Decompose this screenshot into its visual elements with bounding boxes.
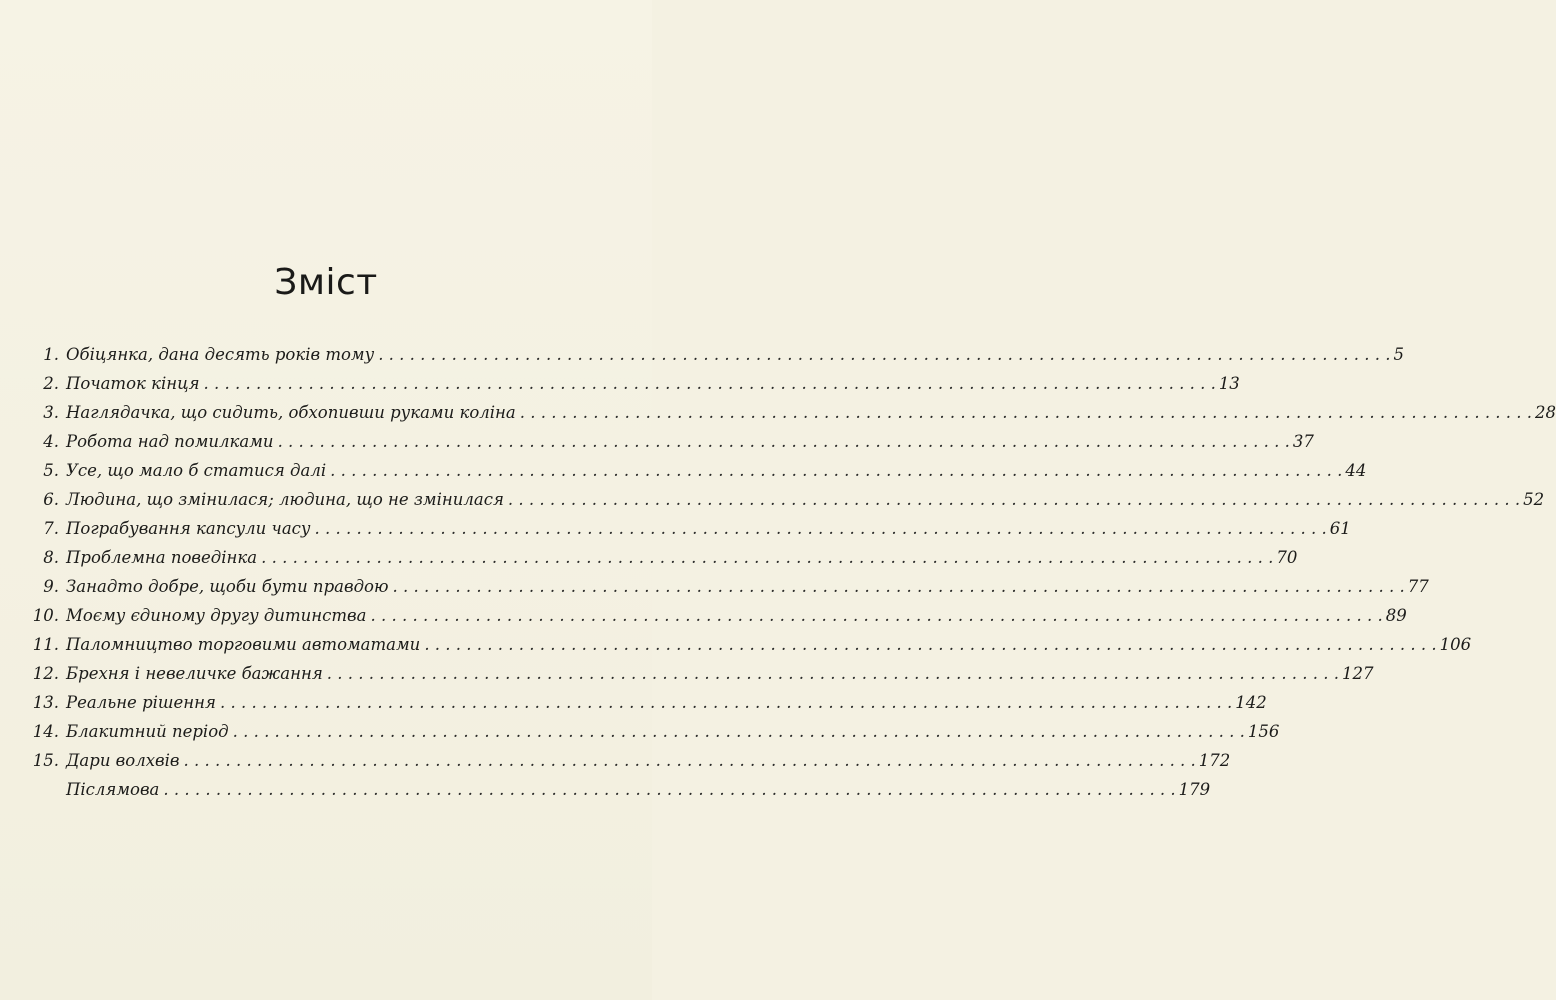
toc-entry-title: Робота над помилками xyxy=(66,432,274,451)
toc-entry xyxy=(28,543,1298,572)
toc-entry-title: Брехня і невеличке бажання xyxy=(66,664,323,683)
toc-entry xyxy=(28,427,1314,456)
toc-entry-title: Моєму єдиному другу дитинства xyxy=(66,606,367,625)
dot-leader xyxy=(508,485,1520,514)
toc-entry xyxy=(28,398,1556,427)
toc-entry xyxy=(28,630,1472,659)
toc-entry-number: 14. xyxy=(32,722,59,741)
toc-entry-page: 172 xyxy=(1198,751,1231,770)
toc-entry-number: 12. xyxy=(32,664,59,683)
toc-entry-title: Усе, що мало б статися далі xyxy=(66,461,327,480)
toc-entry xyxy=(28,746,1231,775)
toc-entry xyxy=(28,717,1280,746)
toc-entry-page: 179 xyxy=(1178,780,1211,799)
toc-entry-title: Початок кінця xyxy=(66,374,200,393)
toc-entry-title: Дари волхвів xyxy=(66,751,180,770)
toc-entry-page: 28 xyxy=(1535,403,1556,422)
page-title: Зміст xyxy=(274,262,378,303)
toc-entry-number: 2. xyxy=(43,374,59,393)
toc-entry-title: Занадто добре, щоби бути правдою xyxy=(66,577,389,596)
toc-entry-number: 7. xyxy=(43,519,59,538)
dot-leader xyxy=(314,514,1326,543)
toc-entry xyxy=(28,659,1374,688)
toc-entry-page: 44 xyxy=(1345,461,1367,480)
toc-entry-title: Людина, що змінилася; людина, що не змінилася xyxy=(66,490,504,509)
toc-entry-page: 37 xyxy=(1292,432,1314,451)
dot-leader xyxy=(204,369,1216,398)
toc-entry-title: Паломництво торговими автоматами xyxy=(66,635,421,654)
toc-entry-number: 9. xyxy=(43,577,59,596)
toc-entry-page: 13 xyxy=(1218,374,1240,393)
toc-entry xyxy=(28,688,1267,717)
toc-entry-page: 70 xyxy=(1276,548,1298,567)
toc-entry-number: 11. xyxy=(32,635,59,654)
dot-leader xyxy=(392,572,1404,601)
toc-entry xyxy=(28,514,1351,543)
toc-entry-page: 5 xyxy=(1393,345,1404,364)
toc-entry xyxy=(28,601,1407,630)
toc-entry-number: 8. xyxy=(43,548,59,567)
dot-leader xyxy=(424,630,1436,659)
toc-entry-page: 106 xyxy=(1439,635,1472,654)
dot-leader xyxy=(520,398,1532,427)
toc-entry-number: 13. xyxy=(32,693,59,712)
dot-leader xyxy=(220,688,1232,717)
toc-entry-page: 52 xyxy=(1523,490,1545,509)
toc-entry-page: 142 xyxy=(1235,693,1267,712)
toc-entry-page: 61 xyxy=(1329,519,1351,538)
toc-entry xyxy=(28,456,1367,485)
toc-entry xyxy=(28,369,1240,398)
toc-entry-number: 10. xyxy=(32,606,59,625)
dot-leader xyxy=(184,746,1196,775)
table-of-contents xyxy=(28,340,1556,804)
toc-entry-title: Проблемна поведінка xyxy=(66,548,258,567)
toc-entry-page: 127 xyxy=(1342,664,1374,683)
toc-entry-title: Наглядачка, що сидить, обхопивши руками коліна xyxy=(66,403,516,422)
toc-entry-title: Післямова xyxy=(66,780,160,799)
toc-entry-page: 156 xyxy=(1247,722,1280,741)
toc-entry-title: Блакитний період xyxy=(66,722,229,741)
toc-entry-title: Обіцянка, дана десять років тому xyxy=(66,345,375,364)
dot-leader xyxy=(163,775,1175,804)
dot-leader xyxy=(371,601,1383,630)
dot-leader xyxy=(278,427,1290,456)
dot-leader xyxy=(327,659,1339,688)
toc-entry-title: Реальне рішення xyxy=(66,693,216,712)
toc-entry xyxy=(28,775,1211,804)
toc-entry-page: 77 xyxy=(1407,577,1429,596)
toc-entry xyxy=(28,485,1545,514)
toc-entry-number: 5. xyxy=(43,461,59,480)
dot-leader xyxy=(261,543,1273,572)
toc-entry-number: 6. xyxy=(43,490,59,509)
dot-leader xyxy=(233,717,1245,746)
dot-leader xyxy=(330,456,1342,485)
toc-entry-number: 15. xyxy=(32,751,59,770)
toc-entry-number: 3. xyxy=(43,403,59,422)
toc-entry xyxy=(28,572,1429,601)
toc-entry-page: 89 xyxy=(1385,606,1407,625)
toc-entry-title: Пограбування капсули часу xyxy=(66,519,311,538)
toc-entry xyxy=(28,340,1404,369)
toc-entry-number: 1. xyxy=(43,345,59,364)
dot-leader xyxy=(378,340,1390,369)
toc-entry-number: 4. xyxy=(43,432,59,451)
